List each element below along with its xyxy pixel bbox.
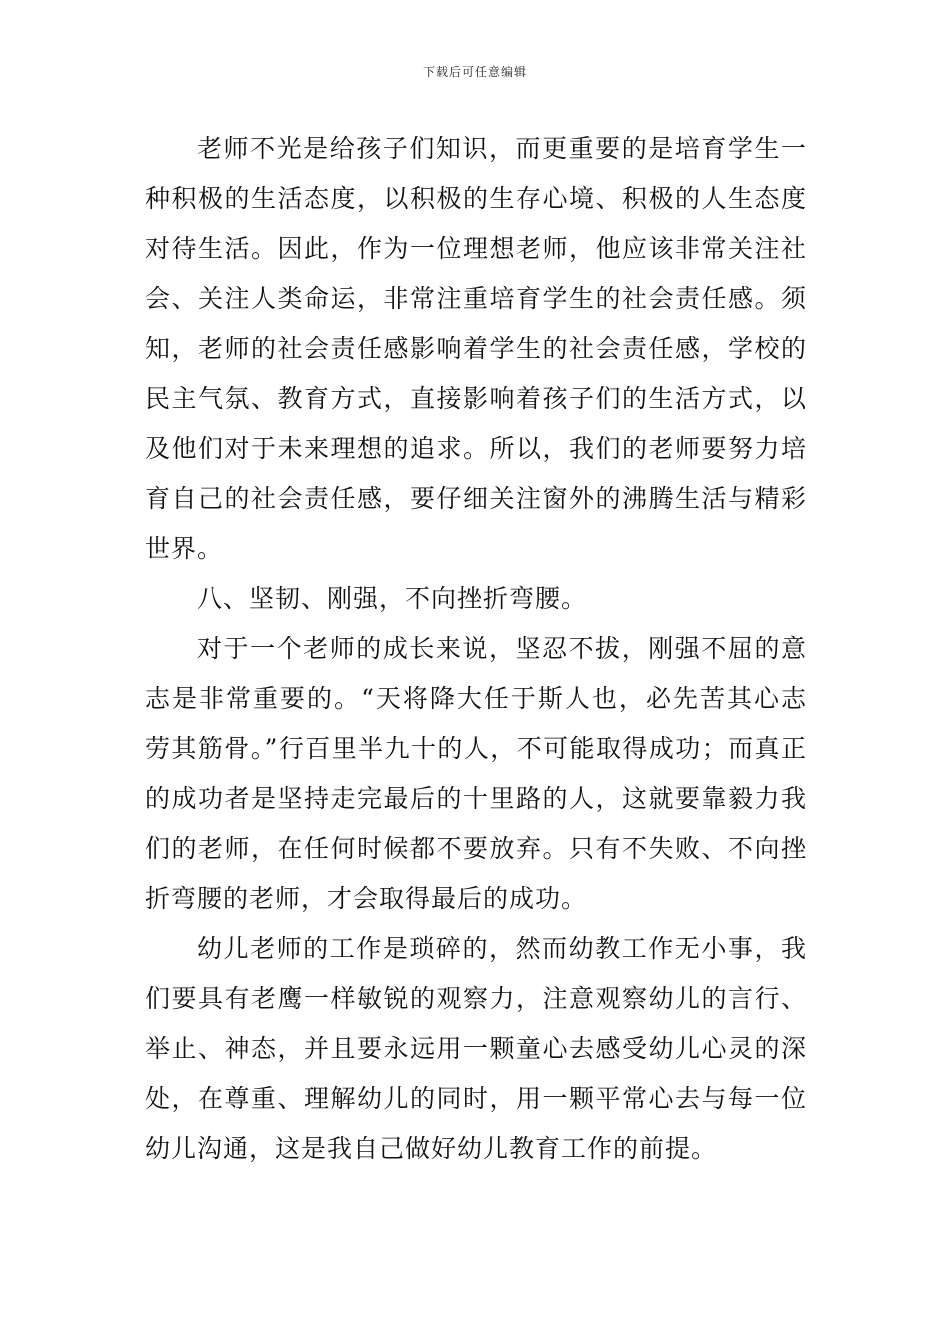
paragraph-kindergarten-work: 幼儿老师的工作是琐碎的，然而幼教工作无小事，我们要具有老鹰一样敏锐的观察力，注意观察幼儿的言行、举止、神态，并且要永远用一颗童心去感受幼儿心灵的深处，在尊重、理解幼儿的同时，用一颗平常心去与每一位幼儿沟通，这是我自己做好幼儿教育工作的前提。 xyxy=(145,934,807,1163)
section-heading-perseverance: 八、坚韧、刚强，不向挫折弯腰。 xyxy=(197,584,588,613)
paragraph-social-responsibility: 老师不光是给孩子们知识，而更重要的是培育学生一种积极的生活态度，以积极的生存心境、积极的人生态度对待生活。因此，作为一位理想老师，他应该非常关注社会、关注人类命运，非常注重培育学生的社会责任感。须知，老师的社会责任感影响着学生的社会责任感，学校的民主气氛、教育方式，直接影响着孩子们的生活方式，以及他们对于未来理想的追求。所以，我们的老师要努力培育自己的社会责任感，要仔细关注窗外的沸腾生活与精彩世界。 xyxy=(145,134,807,563)
document-body xyxy=(145,124,807,1174)
page-header: 下载后可任意编辑 xyxy=(422,65,527,79)
paragraph-perseverance: 对于一个老师的成长来说，坚忍不拔，刚强不屈的意志是非常重要的。“天将降大任于斯人也，必先苦其心志劳其筋骨。”行百里半九十的人，不可能取得成功；而真正的成功者是坚持走完最后的十里路的人，这就要靠毅力我们的老师，在任何时候都不要放弃。只有不失败、不向挫折弯腰的老师，才会取得最后的成功。 xyxy=(145,634,807,913)
